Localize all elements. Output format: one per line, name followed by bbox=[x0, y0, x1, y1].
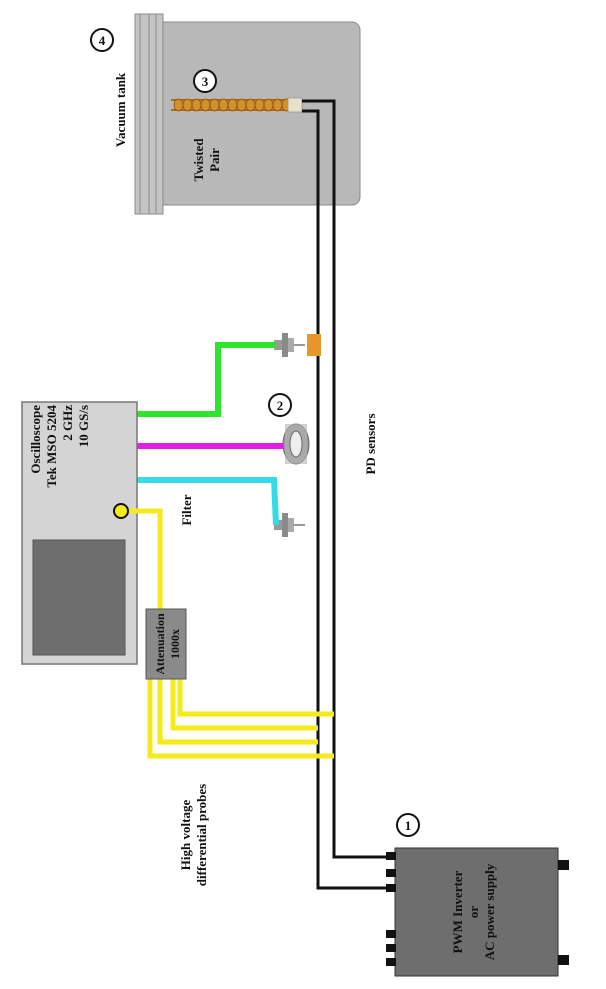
svg-text:2 GHz: 2 GHz bbox=[60, 405, 75, 441]
svg-text:or: or bbox=[466, 905, 481, 919]
marker-3 bbox=[194, 70, 216, 92]
twisted-pair bbox=[171, 98, 302, 112]
svg-text:1: 1 bbox=[404, 818, 412, 833]
braid-segment bbox=[192, 99, 201, 111]
svg-text:3: 3 bbox=[201, 74, 209, 89]
braid-segment bbox=[255, 99, 264, 111]
braid-segment bbox=[174, 99, 183, 111]
braid-segment bbox=[264, 99, 273, 111]
svg-text:differential probes: differential probes bbox=[194, 783, 209, 887]
braid-segment bbox=[210, 99, 219, 111]
svg-text:10 GS/s: 10 GS/s bbox=[76, 405, 91, 448]
svg-text:4: 4 bbox=[98, 33, 106, 48]
svg-text:2: 2 bbox=[276, 398, 284, 413]
svg-text:High voltage: High voltage bbox=[178, 799, 193, 871]
marker-1 bbox=[397, 814, 419, 836]
filter-connector-bottom bbox=[274, 513, 305, 537]
braid-segment bbox=[201, 99, 210, 111]
svg-text:Tek MSO 5204: Tek MSO 5204 bbox=[44, 405, 59, 488]
svg-text:PWM Inverter: PWM Inverter bbox=[450, 870, 465, 954]
braid-segment bbox=[228, 99, 237, 111]
svg-text:Attenuation: Attenuation bbox=[153, 613, 167, 675]
braid-segment bbox=[273, 99, 282, 111]
braid-segment bbox=[183, 99, 192, 111]
svg-text:Pair: Pair bbox=[207, 148, 222, 172]
power-cables bbox=[302, 101, 397, 888]
braid-segment bbox=[246, 99, 255, 111]
green-cable bbox=[122, 345, 276, 414]
vacuum-tank-label: Vacuum tank bbox=[113, 72, 128, 148]
marker-2 bbox=[269, 394, 291, 416]
pd-sensors-label: PD sensors bbox=[363, 413, 378, 475]
marker-4 bbox=[91, 29, 113, 51]
braid-segment bbox=[219, 99, 228, 111]
vacuum-tank bbox=[135, 14, 360, 214]
cyan-cable bbox=[122, 480, 276, 525]
svg-text:AC power supply: AC power supply bbox=[482, 863, 497, 961]
filter-connector-top bbox=[274, 333, 321, 357]
svg-text:Oscilloscope: Oscilloscope bbox=[28, 405, 43, 474]
svg-text:1000x: 1000x bbox=[168, 629, 182, 659]
yellow-port bbox=[114, 504, 128, 518]
braid-segment bbox=[237, 99, 246, 111]
current-transformer bbox=[283, 424, 309, 464]
hv-probes-label bbox=[178, 784, 209, 886]
svg-text:Twisted: Twisted bbox=[191, 138, 206, 182]
filter-label: Filter bbox=[179, 494, 194, 526]
